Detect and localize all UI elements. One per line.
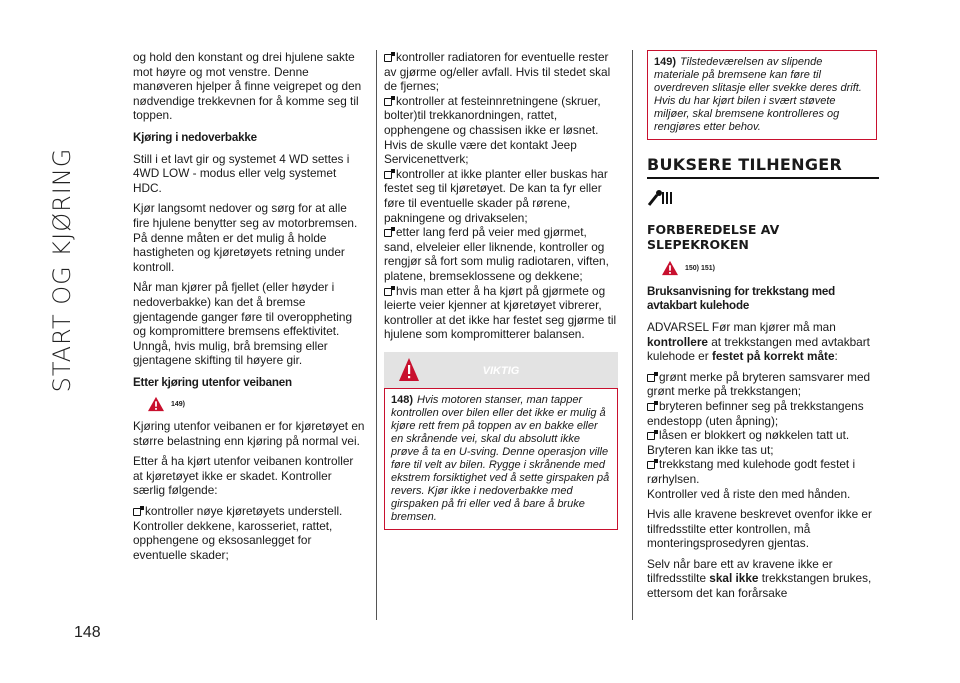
list-item — [384, 94, 618, 167]
subsection-title: FORBEREDELSE AV SLEPEKROKEN — [647, 222, 780, 253]
paragraph: Etter å ha kjørt utenfor veibanen kontroller at kjøretøyet ikke er skadet. Kontroller særlig følgende: — [133, 454, 354, 498]
warning-box — [384, 388, 618, 530]
bullet-icon — [384, 229, 392, 237]
warning-reference — [661, 260, 879, 277]
column-3 — [647, 50, 879, 607]
bullet-icon — [384, 171, 392, 179]
warning-box-text: Hvis motoren stanser, man tapper kontrollen over bilen eller det ikke er mulig å kjøre rett frem på toppen av en bakke eller en skrånende vei, skal du absolutt ikke prøve å ta en U-sving. Denne operasjon ville føre til velt av bilen. Rygge i skrånende med ekstrem forsiktighet ved å sette girspaken på revers. Kjør ikke i nedoverbakke med girspaken på fri eller ved å bare å bruke bremsen. — [391, 393, 610, 523]
warning-box-number: 148) — [391, 393, 414, 406]
paragraph: Kontroller ved å riste den med hånden. — [647, 486, 851, 501]
list-item-text: hvis man etter å ha kjørt på gjørmete og leierte veier kjenner at kjøretøyet vibrerer, kontroller at det ikke har festet seg gjørme til hjulene som kompromitterer balansen. — [384, 283, 617, 342]
list-item-text: låsen er blokkert og nøkkelen tatt ut. Bryteren kan ikke tas ut; — [647, 428, 850, 457]
bullet-icon — [647, 461, 655, 469]
warning-reference — [147, 396, 365, 413]
list-item-text: kontroller radiatoren for eventuelle rester av gjørme og/eller avfall. Hvis til stedet skal de fjernes; — [384, 50, 611, 94]
paragraph: Still i et lavt gir og systemet 4 WD settes i 4WD LOW - modus eller velg systemet HDC. — [133, 151, 350, 195]
text-run-bold: skal ikke — [709, 571, 759, 586]
important-banner — [384, 352, 618, 388]
list-item-text: etter lang ferd på veier med gjørmet, sand, elveleier eller liknende, kontroller og rengjør så fort som mulig radiotaren, viften, platene, bremseklossene og dekkene; — [384, 225, 609, 283]
column-divider — [376, 50, 377, 620]
paragraph — [647, 320, 879, 364]
bullet-icon — [647, 374, 655, 382]
section-title: BUKSERE TILHENGER — [647, 155, 843, 174]
text-run: : — [834, 349, 838, 364]
list-item — [647, 428, 879, 457]
bullet-icon — [647, 403, 655, 411]
list-item — [133, 504, 365, 562]
title-rule — [647, 177, 879, 179]
paragraph: Kjør langsomt nedover og sørg for at alle fire hjulene benytter seg av motorbremsen. På denne måten er det mulig å holde hastigheten og kjøretøyets retning under kontroll. — [133, 201, 358, 274]
warning-ref-number: 150) 151) — [685, 265, 715, 273]
section-heading: Etter kjøring utenfor veibanen — [133, 375, 292, 389]
list-item-text: grønt merke på bryteren samsvarer med grønt merke på trekkstangen; — [647, 369, 871, 399]
section-heading: Bruksanvisning for trekkstang med avtakbart kulehode — [647, 284, 835, 313]
column-2 — [384, 50, 618, 530]
list-item — [647, 399, 879, 428]
text-run-bold: festet på korrekt måte — [711, 349, 835, 364]
list-item-text: kontroller at ikke planter eller buskas har festet seg til kjøretøyet. De kan ta fyr eller føre til eventuelle skader på rørene, pakningene og drivakselen; — [384, 166, 608, 225]
page-number: 148 — [74, 624, 101, 641]
list-item-text: trekkstang med kulehode godt festet i rørhylsen. — [647, 457, 856, 486]
paragraph: Hvis alle kravene beskrevet ovenfor ikke er tilfredsstilte etter kontrollen, må monteringsprosedyren gjentas. — [647, 507, 872, 551]
bullet-icon — [647, 432, 655, 440]
list-item — [647, 370, 879, 399]
warning-icon — [661, 260, 679, 276]
list-item — [384, 225, 618, 283]
bullet-icon — [384, 288, 392, 296]
column-divider — [632, 50, 633, 620]
column-1 — [133, 50, 365, 562]
tow-hitch-icon — [647, 189, 673, 207]
paragraph — [647, 557, 879, 601]
warning-ref-number: 149) — [171, 401, 186, 409]
text-run: Selv når bare ett av kravene ikke er tilfredsstilte — [647, 556, 833, 586]
list-item — [384, 167, 618, 225]
list-item-text: kontroller nøye kjøretøyets understell. Kontroller dekkene, karosseriet, rattet, opphengene og eksosanlegget for eventuelle skader; — [133, 504, 343, 562]
important-label: VIKTIG — [482, 364, 520, 377]
bullet-icon — [384, 98, 392, 106]
list-item — [647, 457, 879, 486]
warning-box — [647, 50, 877, 140]
paragraph: og hold den konstant og drei hjulene sakte mot høyre og mot venstre. Denne manøveren hjelper å finne veigrepet og den nødvendige trekkevnen for å komme seg til toppen. — [133, 50, 362, 123]
section-heading: Kjøring i nedoverbakke — [133, 130, 257, 144]
text-run: trekkstangen brukes, ettersom det kan forårsake — [647, 571, 872, 601]
list-item — [384, 284, 618, 342]
bullet-icon — [133, 508, 141, 516]
warning-box-number: 149) — [654, 56, 677, 68]
text-run: ADVARSEL Før man kjører må man — [647, 319, 836, 334]
text-run-bold: kontrollere — [647, 334, 708, 349]
list-item — [384, 50, 618, 94]
paragraph: Når man kjører på fjellet (eller høyder i nedoverbakke) kan det å bremse gjentagende ganger føre til overoppheting og kompromittere bremsens effektivitet. Unngå, hvis mulig, brå bremsing eller gjentagene skifting til høyere gir. — [133, 280, 353, 368]
warning-icon — [147, 396, 165, 412]
bullet-icon — [384, 54, 392, 62]
list-item-text: bryteren befinner seg på trekkstangens endestopp (uten åpning); — [647, 398, 864, 428]
text-run: at trekkstangen med avtakbart kulehode er — [647, 334, 870, 364]
chapter-title: START OG KJØRING — [48, 147, 76, 393]
warning-box-text: Tilstedeværelsen av slipende materiale på bremsene kan føre til overdreven slitasje eller svekke deres drift. Hvis du har kjørt bilen i svært støvete miljøer, skal bremsene kontrolleres og rengjøres etter behov. — [654, 56, 862, 133]
paragraph: Kjøring utenfor veibanen er for kjøretøyet en større belastning enn kjøring på normal vei. — [133, 419, 365, 448]
list-item-text: kontroller at festeinnretningene (skruer, bolter)til trekkanordningen, rattet, opphengene og chassisen ikke er løsnet. Hvis de skulle være det kontakt Jeep Servicenettverk; — [384, 93, 601, 167]
